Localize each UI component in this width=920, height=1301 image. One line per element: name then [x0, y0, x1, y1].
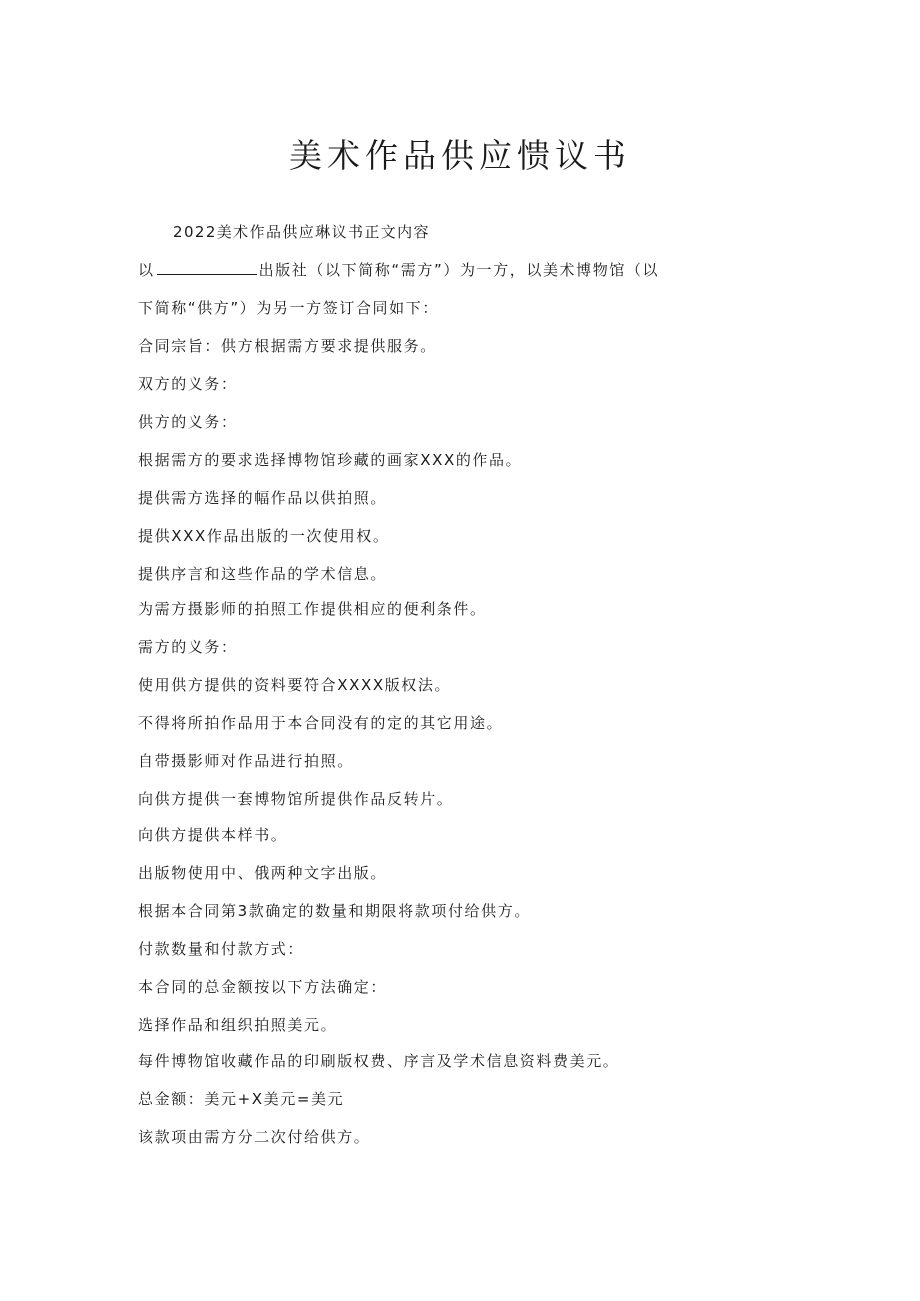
- paragraph: 本合同的总金额按以下方法确定：: [138, 978, 388, 996]
- intro-suffix: 出版社（以下简称“需方”）为一方，以美术博物馆（以: [258, 261, 660, 279]
- paragraph: 提供序言和这些作品的学术信息。: [138, 565, 388, 583]
- paragraph: 双方的义务：: [138, 375, 238, 393]
- paragraph: 下简称“供方”）为另一方签订合同如下：: [138, 299, 439, 317]
- paragraph: 不得将所拍作品用于本合同没有的定的其它用途。: [138, 714, 504, 732]
- paragraph: 使用供方提供的资料要符合XXXX版权法。: [138, 676, 452, 694]
- document-title: 美术作品供应愦议书: [289, 136, 631, 175]
- fill-in-blank: [157, 260, 257, 275]
- paragraph: 总金额：美元+X美元=美元: [138, 1090, 345, 1108]
- paragraph: 合同宗旨：供方根据需方要求提供服务。: [138, 337, 437, 355]
- paragraph: 该款项由需方分二次付给供方。: [138, 1128, 371, 1146]
- paragraph: 每件博物馆收藏作品的印刷版权费、序言及学术信息资料费美元。: [138, 1052, 620, 1070]
- paragraph: 根据本合同第3款确定的数量和期限将款项付给供方。: [138, 902, 531, 920]
- paragraph: 提供需方选择的幅作品以供拍照。: [138, 489, 388, 507]
- intro-line: [138, 258, 659, 282]
- paragraph: 为需方摄影师的拍照工作提供相应的便利条件。: [138, 600, 487, 618]
- paragraph: 自带摄影师对作品进行拍照。: [138, 752, 354, 770]
- paragraph: 提供XXX作品出版的一次使用权。: [138, 527, 390, 545]
- paragraph: 需方的义务：: [138, 638, 238, 656]
- paragraph: 付款数量和付款方式：: [138, 940, 305, 958]
- paragraph: 向供方提供本样书。: [138, 826, 288, 844]
- intro-prefix: 以: [138, 261, 155, 279]
- paragraph: 向供方提供一套博物馆所提供作品反转片。: [138, 790, 454, 808]
- paragraph: 选择作品和组织拍照美元。: [138, 1016, 338, 1034]
- paragraph: 出版物使用中、俄两种文字出版。: [138, 864, 388, 882]
- document-subtitle: 2022美术作品供应琳议书正文内容: [173, 223, 430, 241]
- paragraph: 供方的义务：: [138, 413, 238, 431]
- paragraph: 根据需方的要求选择博物馆珍藏的画家XXX的作品。: [138, 451, 523, 469]
